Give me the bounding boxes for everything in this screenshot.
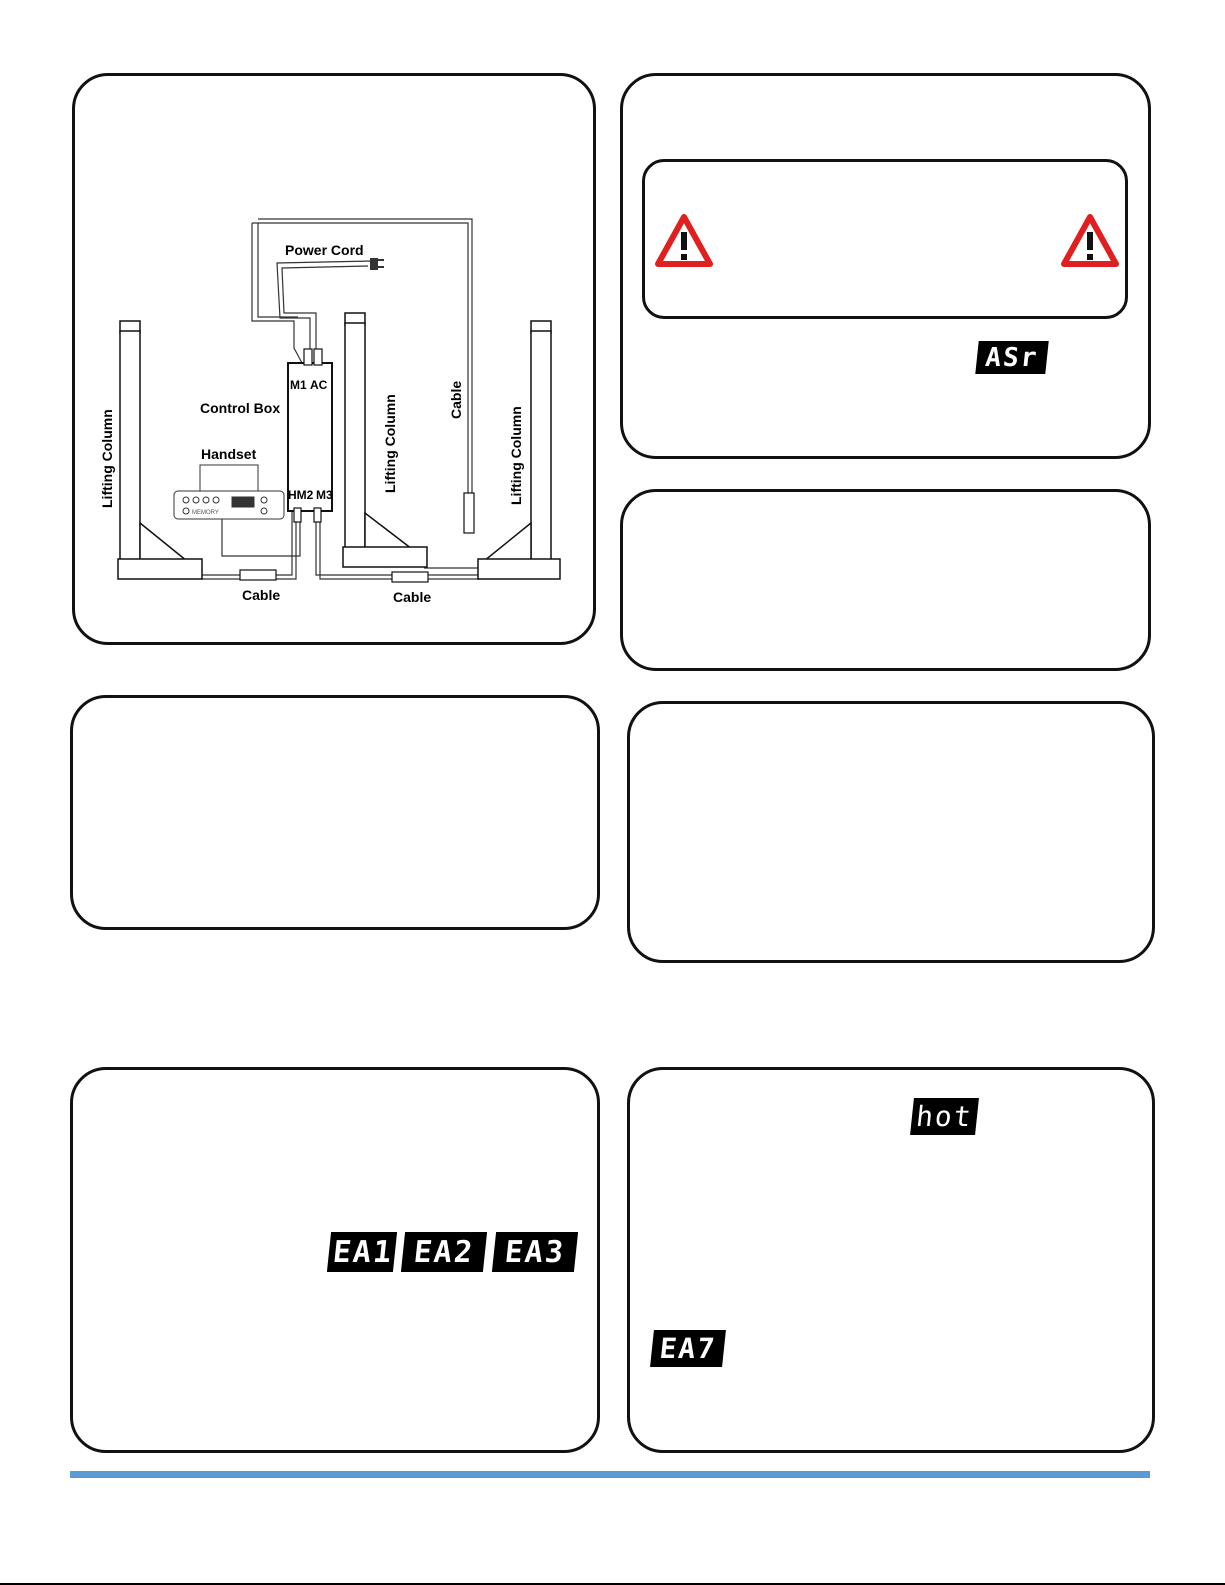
- ea7-display: EA7: [650, 1330, 726, 1367]
- cable-bottom-left-label: Cable: [242, 587, 281, 603]
- warning-panel: [620, 73, 1151, 459]
- ea2-display: EA2: [401, 1232, 487, 1272]
- info-panel-right-lower: [627, 701, 1155, 963]
- cable-to-left-column: [202, 511, 292, 575]
- lifting-column-left-label: Lifting Column: [99, 409, 115, 508]
- port-hm2-label: HM2: [288, 488, 314, 502]
- info-panel-left-middle: [70, 695, 600, 930]
- cable-bottom-right-label: Cable: [393, 589, 432, 605]
- ea1-display: EA1: [327, 1232, 397, 1272]
- plug-icon: [370, 258, 384, 270]
- port-m1-label: M1: [290, 378, 307, 392]
- handset-memory-label: MEMORY: [192, 510, 219, 516]
- lifting-column-right-label: Lifting Column: [508, 406, 524, 505]
- warning-icon-right: [1061, 214, 1119, 268]
- hot-display: hot: [910, 1098, 979, 1135]
- assembly-diagram: [72, 73, 596, 645]
- warning-box: [642, 159, 1128, 319]
- footer-rule: [70, 1471, 1150, 1478]
- handset-label: Handset: [201, 446, 257, 462]
- cable-to-left-column2: [202, 511, 296, 579]
- lifting-column-middle-label: Lifting Column: [382, 394, 398, 493]
- lifting-column-left: [118, 321, 202, 579]
- port-ac-label: AC: [310, 378, 328, 392]
- port-m3-label: M3: [316, 488, 333, 502]
- power-cord-label: Power Cord: [285, 242, 364, 258]
- asr-display: ASr: [975, 341, 1048, 374]
- error-panel-left: [70, 1067, 600, 1453]
- handset-illustration: [174, 465, 284, 519]
- cable-vertical-label: Cable: [448, 380, 464, 419]
- ea3-display: EA3: [492, 1232, 578, 1272]
- warning-icon-left: [655, 214, 713, 268]
- cable-loop-inner: [258, 223, 298, 317]
- diagram-panel: [72, 73, 596, 645]
- control-box-label: Control Box: [200, 400, 281, 416]
- info-panel-right-middle: [620, 489, 1151, 671]
- error-panel-right: [627, 1067, 1155, 1453]
